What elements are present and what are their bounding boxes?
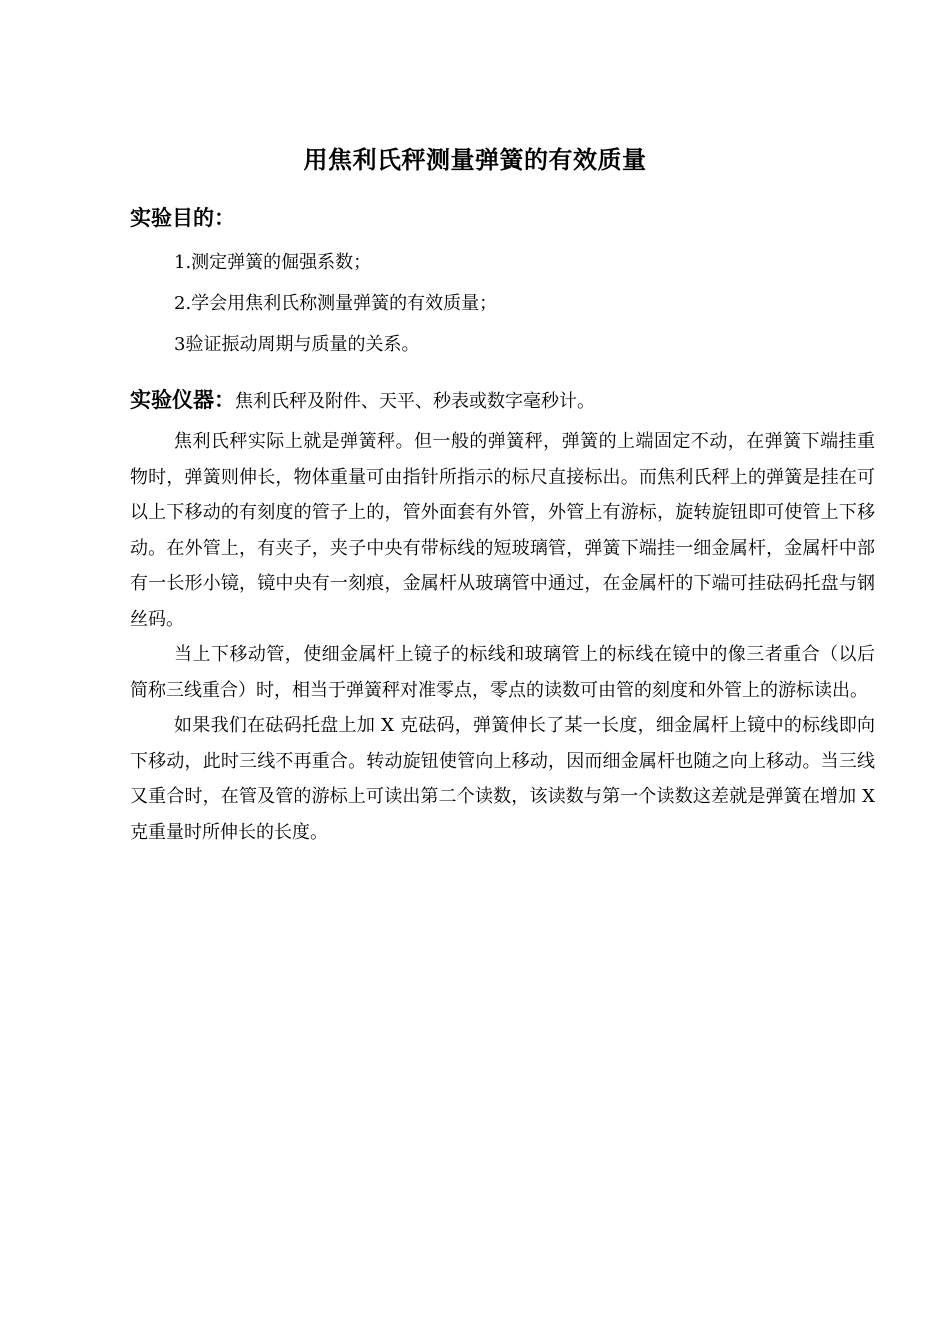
equipment-line	[130, 384, 595, 418]
paragraph: 如果我们在砝码托盘上加 X 克砝码，弹簧伸长了某一长度，细金属杆上镜中的标线即向下移动，此时三线不再重合。转动旋钮使管向上移动，因而细金属杆也随之向上移动。当三线又重合时，在管及管的游标上可读出第二个读数，该读数与第一个读数这差就是弹簧在增加 X 克重量时所伸长的长度。	[130, 715, 875, 843]
purpose-item: 3验证振动周期与质量的关系。	[174, 334, 420, 355]
paragraph: 当上下移动管，使细金属杆上镜子的标线和玻璃管上的标线在镜中的像三者重合（以后简称三线重合）时，相当于弹簧秤对准零点，零点的读数可由管的刻度和外管上的游标读出。	[130, 644, 875, 701]
equipment-label: 实验仪器：	[130, 388, 235, 412]
purpose-list	[174, 242, 497, 365]
document-title: 用焦利氏秤测量弹簧的有效质量	[303, 146, 647, 174]
paragraph: 焦利氏秤实际上就是弹簧秤。但一般的弹簧秤，弹簧的上端固定不动，在弹簧下端挂重物时，弹簧则伸长，物体重量可由指针所指示的标尺直接标出。而焦利氏秤上的弹簧是挂在可以上下移动的有刻度的管子上的，管外面套有外管，外管上有游标，旋转旋钮即可使管上下移动。在外管上，有夹子，夹子中央有带标线的短玻璃管，弹簧下端挂一细金属杆，金属杆中部有一长形小镜，镜中央有一刻痕，金属杆从玻璃管中通过，在金属杆的下端可挂砝码托盘与钢丝码。	[130, 431, 875, 630]
purpose-item: 2.学会用焦利氏称测量弹簧的有效质量；	[174, 293, 498, 314]
body-text	[130, 424, 875, 850]
purpose-item: 1.测定弹簧的倔强系数；	[174, 252, 372, 273]
equipment-text: 焦利氏秤及附件、天平、秒表或数字毫秒计。	[235, 391, 595, 412]
purpose-heading: 实验目的：	[130, 206, 235, 230]
